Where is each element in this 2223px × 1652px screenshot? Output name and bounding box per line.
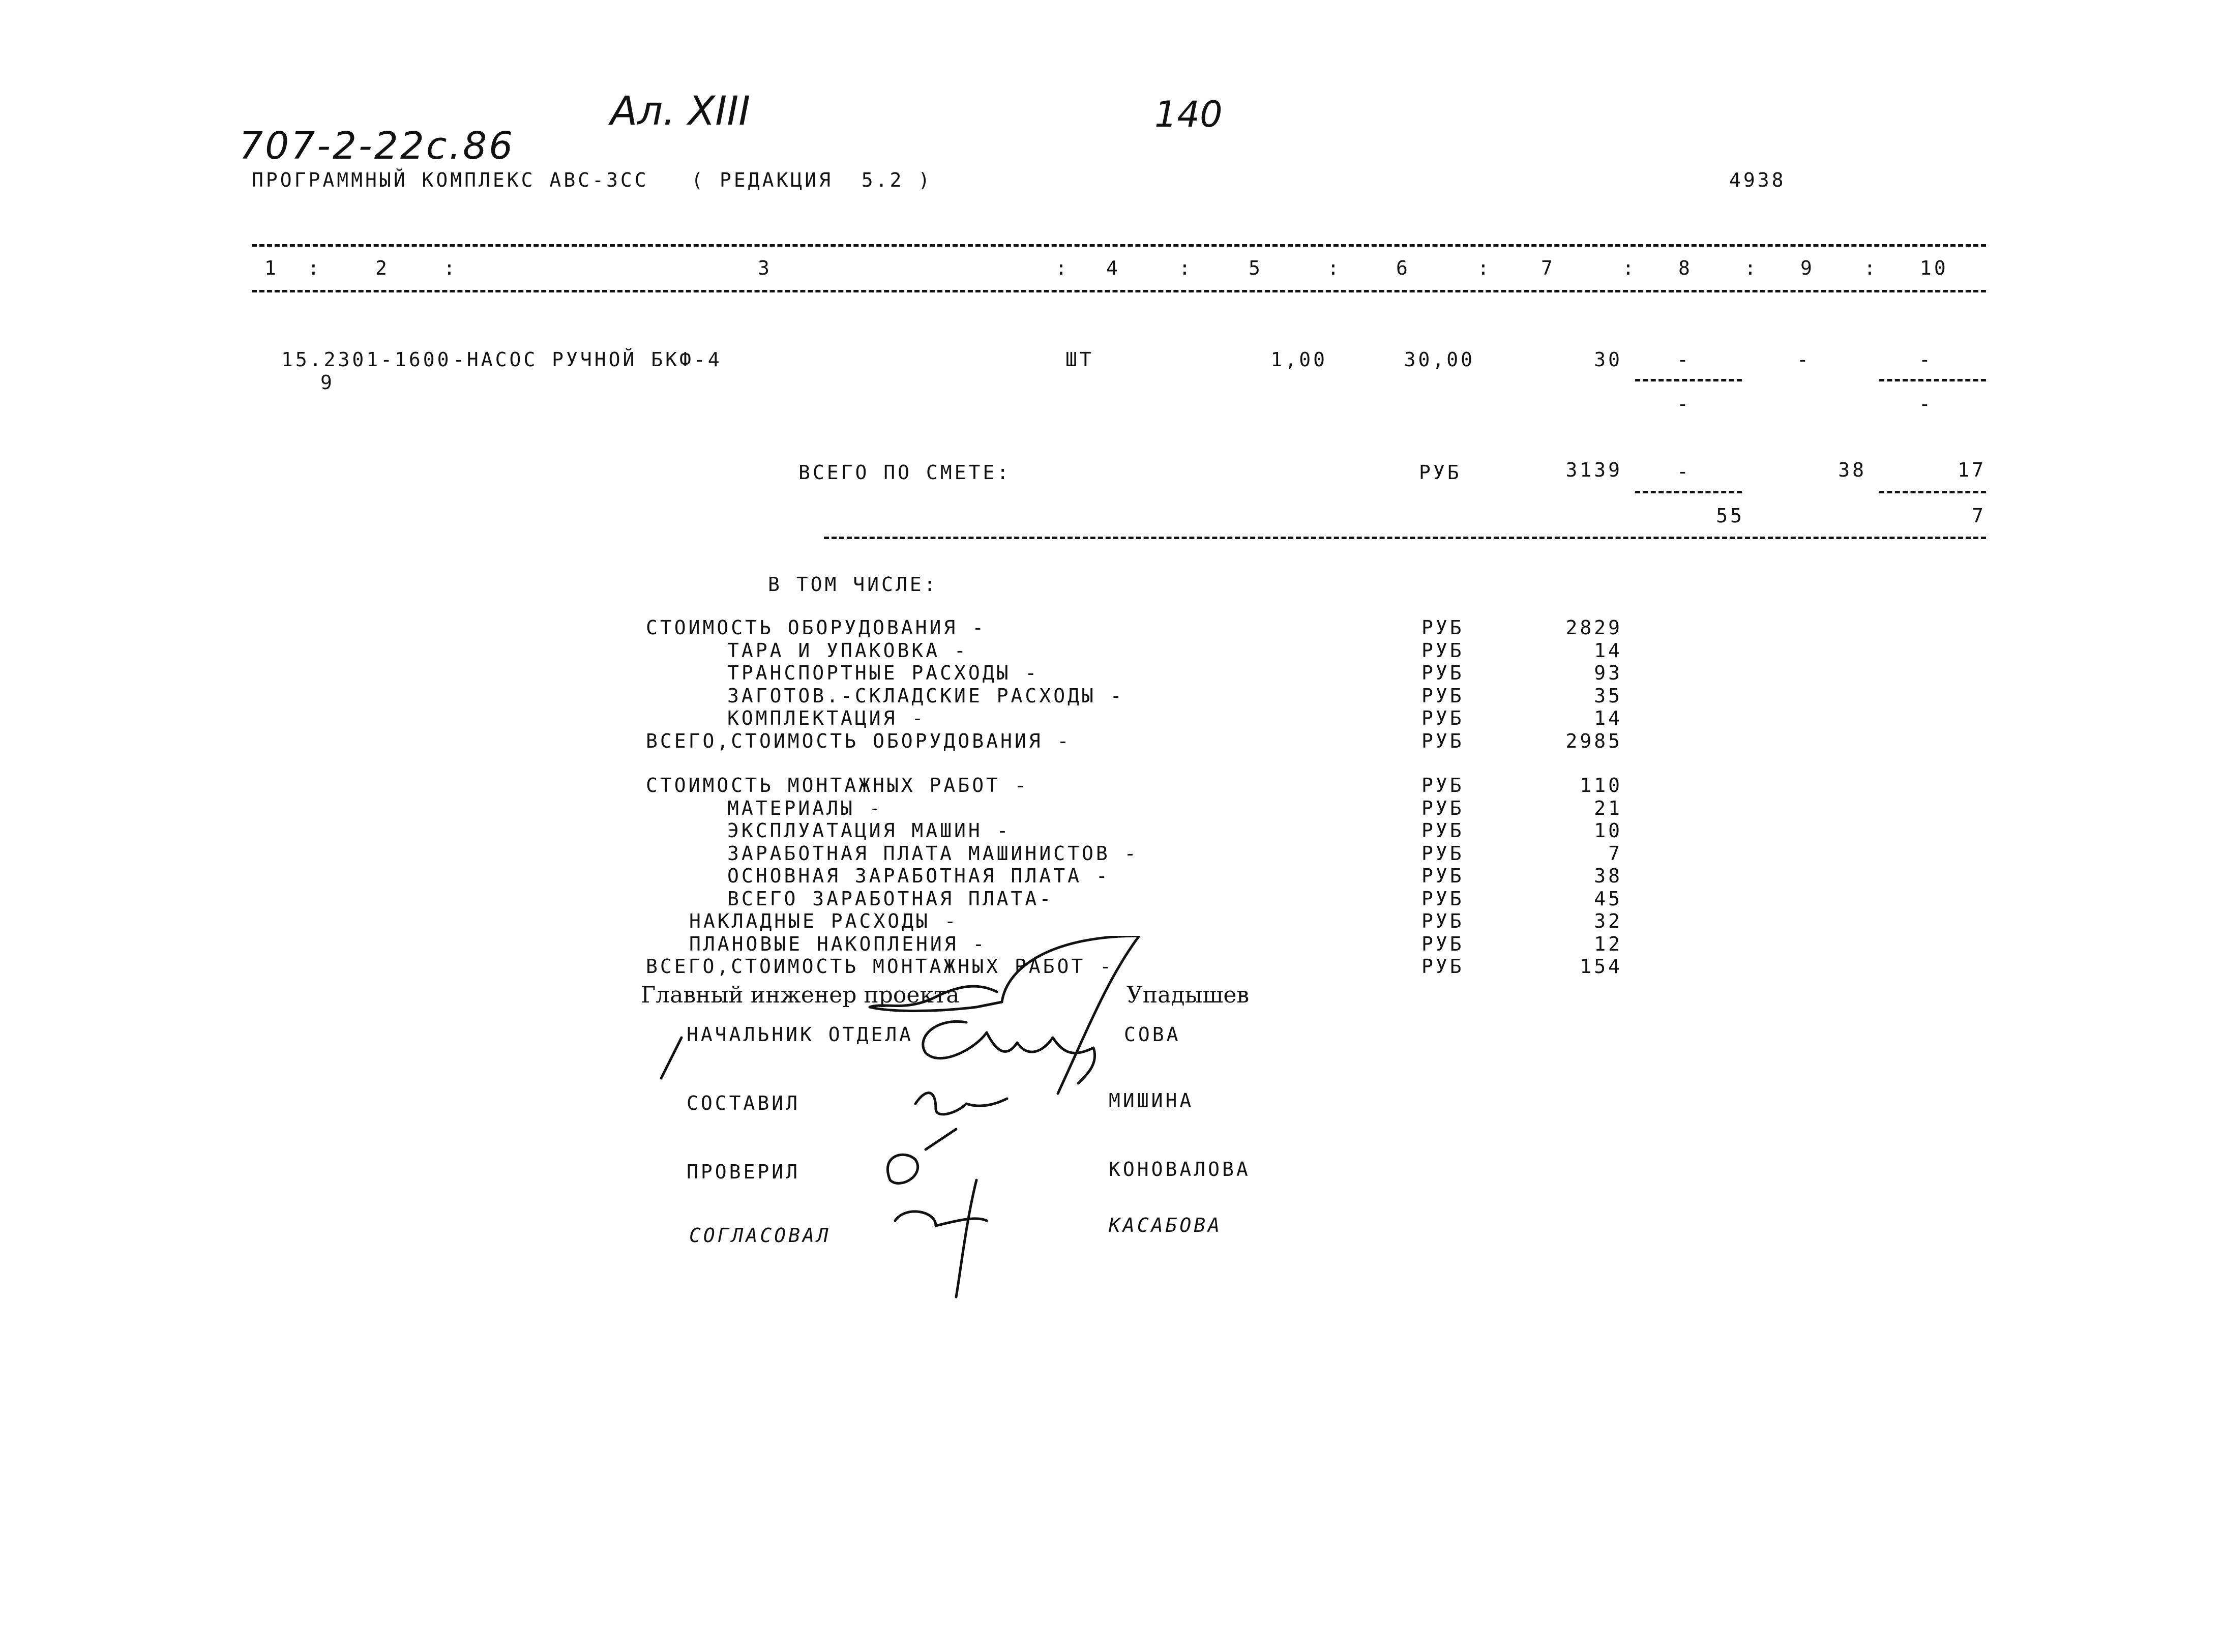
signature-role-department-head: НАЧАЛЬНИК ОТДЕЛА [687,1023,914,1046]
works-line-value: 7 [1608,842,1622,865]
col-1: 1 [264,257,279,279]
equipment-line-value: 2829 [1565,616,1622,639]
col-8: 8 [1678,257,1693,279]
works-line-value: 10 [1594,819,1622,842]
works-line-unit: РУБ [1421,774,1464,796]
works-line-unit: РУБ [1421,955,1464,978]
works-line-unit: РУБ [1421,933,1464,955]
col-sep: : [1622,257,1637,279]
document-number: 4938 [1729,169,1786,191]
total-c10-rule [1879,491,1986,493]
header-rule-top [252,244,1986,247]
total-c8-rule [1635,491,1742,493]
album-number: Ал. XIII [610,88,751,134]
works-line-unit: РУБ [1421,888,1464,910]
equipment-line-value: 35 [1594,685,1622,707]
equipment-line-label: ЗАГОТОВ.-СКЛАДСКИЕ РАСХОДЫ - [727,685,1124,707]
works-line-unit: РУБ [1421,865,1464,887]
signature-name-chief-engineer: Упадышев [1127,982,1250,1008]
works-line-unit: РУБ [1421,910,1464,932]
page-number: 140 [1154,94,1223,135]
equipment-line-label: КОМПЛЕКТАЦИЯ - [727,707,926,729]
equipment-line-unit: РУБ [1421,662,1464,684]
works-line-value: 110 [1580,774,1622,796]
signature-role-compiled: СОСТАВИЛ [687,1092,801,1114]
works-line-label: ВСЕГО ЗАРАБОТНАЯ ПЛАТА- [727,888,1054,910]
works-line-value: 32 [1594,910,1622,932]
equipment-line-label: ТРАНСПОРТНЫЕ РАСХОДЫ - [727,662,1040,684]
works-line-value: 38 [1594,865,1622,887]
total-c9: 38 [1838,459,1866,481]
equipment-line-value: 14 [1594,707,1622,729]
works-line-unit: РУБ [1421,842,1464,865]
signature-role-checked: ПРОВЕРИЛ [687,1161,801,1183]
works-line-value: 154 [1580,955,1622,978]
works-line-label: ЗАРАБОТНАЯ ПЛАТА МАШИНИСТОВ - [727,842,1139,865]
handwritten-signatures [651,933,1185,1302]
equipment-line-unit: РУБ [1421,730,1464,752]
item-unit: ШТ [1065,348,1094,371]
in-which-label: В ТОМ ЧИСЛЕ: [768,573,938,596]
col-5: 5 [1249,257,1263,279]
equipment-line-value: 2985 [1565,730,1622,752]
total-c8: - [1677,460,1691,483]
col-sep: : [1179,257,1193,279]
total-rule [824,537,1986,539]
item-name-cont: 9 [320,371,335,394]
col-sep: : [1744,257,1759,279]
item-c10: - [1919,348,1933,371]
item-c8: - [1677,348,1691,371]
item-total: 30 [1594,348,1622,371]
works-line-label: ЭКСПЛУАТАЦИЯ МАШИН - [727,819,1011,842]
total-c7: 3139 [1565,459,1622,481]
signature-name-agreed: КАСАБОВА [1109,1214,1223,1236]
project-code: 707-2-22с.86 [239,124,515,168]
col-3: 3 [758,257,772,279]
header-rule-bottom [252,290,1986,292]
total-c8-sub: 55 [1716,505,1744,527]
item-c9: - [1797,348,1811,371]
col-10: 10 [1920,257,1948,279]
equipment-line-unit: РУБ [1421,707,1464,729]
col-sep: : [1055,257,1070,279]
equipment-line-value: 14 [1594,639,1622,662]
works-line-unit: РУБ [1421,797,1464,819]
item-name: -НАСОС РУЧНОЙ БКФ-4 [453,348,722,371]
equipment-line-unit: РУБ [1421,639,1464,662]
works-line-label: СТОИМОСТЬ МОНТАЖНЫХ РАБОТ - [646,774,1029,796]
equipment-line-label: СТОИМОСТЬ ОБОРУДОВАНИЯ - [646,616,987,639]
total-c10: 17 [1958,459,1986,481]
equipment-line-label: ВСЕГО,СТОИМОСТЬ ОБОРУДОВАНИЯ - [646,730,1072,752]
program-header: ПРОГРАММНЫЙ КОМПЛЕКС АВС-3СС ( РЕДАКЦИЯ 5.2 ) [252,169,933,191]
col-7: 7 [1541,257,1555,279]
works-line-unit: РУБ [1421,819,1464,842]
item-c8-sub: - [1677,393,1691,415]
col-sep: : [1864,257,1878,279]
works-line-label: МАТЕРИАЛЫ - [727,797,883,819]
item-c10-sub: - [1919,393,1933,415]
item-c10-rule [1879,379,1986,381]
col-2: 2 [375,257,390,279]
equipment-line-value: 93 [1594,662,1622,684]
total-unit: РУБ [1419,461,1462,484]
item-c8-rule [1635,379,1742,381]
total-label: ВСЕГО ПО СМЕТЕ: [798,461,1012,484]
total-c10-sub: 7 [1972,505,1986,527]
works-line-label: НАКЛАДНЫЕ РАСХОДЫ - [689,910,959,932]
col-sep: : [1327,257,1342,279]
signature-role-chief-engineer: Главный инженер проекта [641,982,960,1008]
equipment-line-label: ТАРА И УПАКОВКА - [727,639,968,662]
signature-name-department-head: СОВА [1124,1023,1181,1046]
works-line-label: ПЛАНОВЫЕ НАКОПЛЕНИЯ - [689,933,987,955]
item-qty: 1,00 [1270,348,1327,371]
signature-role-agreed: СОГЛАСОВАЛ [689,1224,831,1247]
item-code: 15.2301-1600 [281,348,452,371]
col-sep: : [308,257,322,279]
equipment-line-unit: РУБ [1421,616,1464,639]
col-9: 9 [1800,257,1815,279]
col-4: 4 [1106,257,1120,279]
works-line-value: 45 [1594,888,1622,910]
works-line-label: ОСНОВНАЯ ЗАРАБОТНАЯ ПЛАТА - [727,865,1110,887]
works-line-value: 12 [1594,933,1622,955]
col-6: 6 [1396,257,1410,279]
signature-name-checked: КОНОВАЛОВА [1109,1158,1251,1181]
equipment-line-unit: РУБ [1421,685,1464,707]
col-sep: : [443,257,458,279]
signature-name-compiled: МИШИНА [1109,1089,1194,1112]
col-sep: : [1477,257,1492,279]
works-line-value: 21 [1594,797,1622,819]
item-price: 30,00 [1404,348,1475,371]
works-line-label: ВСЕГО,СТОИМОСТЬ МОНТАЖНЫХ РАБОТ - [646,955,1114,978]
